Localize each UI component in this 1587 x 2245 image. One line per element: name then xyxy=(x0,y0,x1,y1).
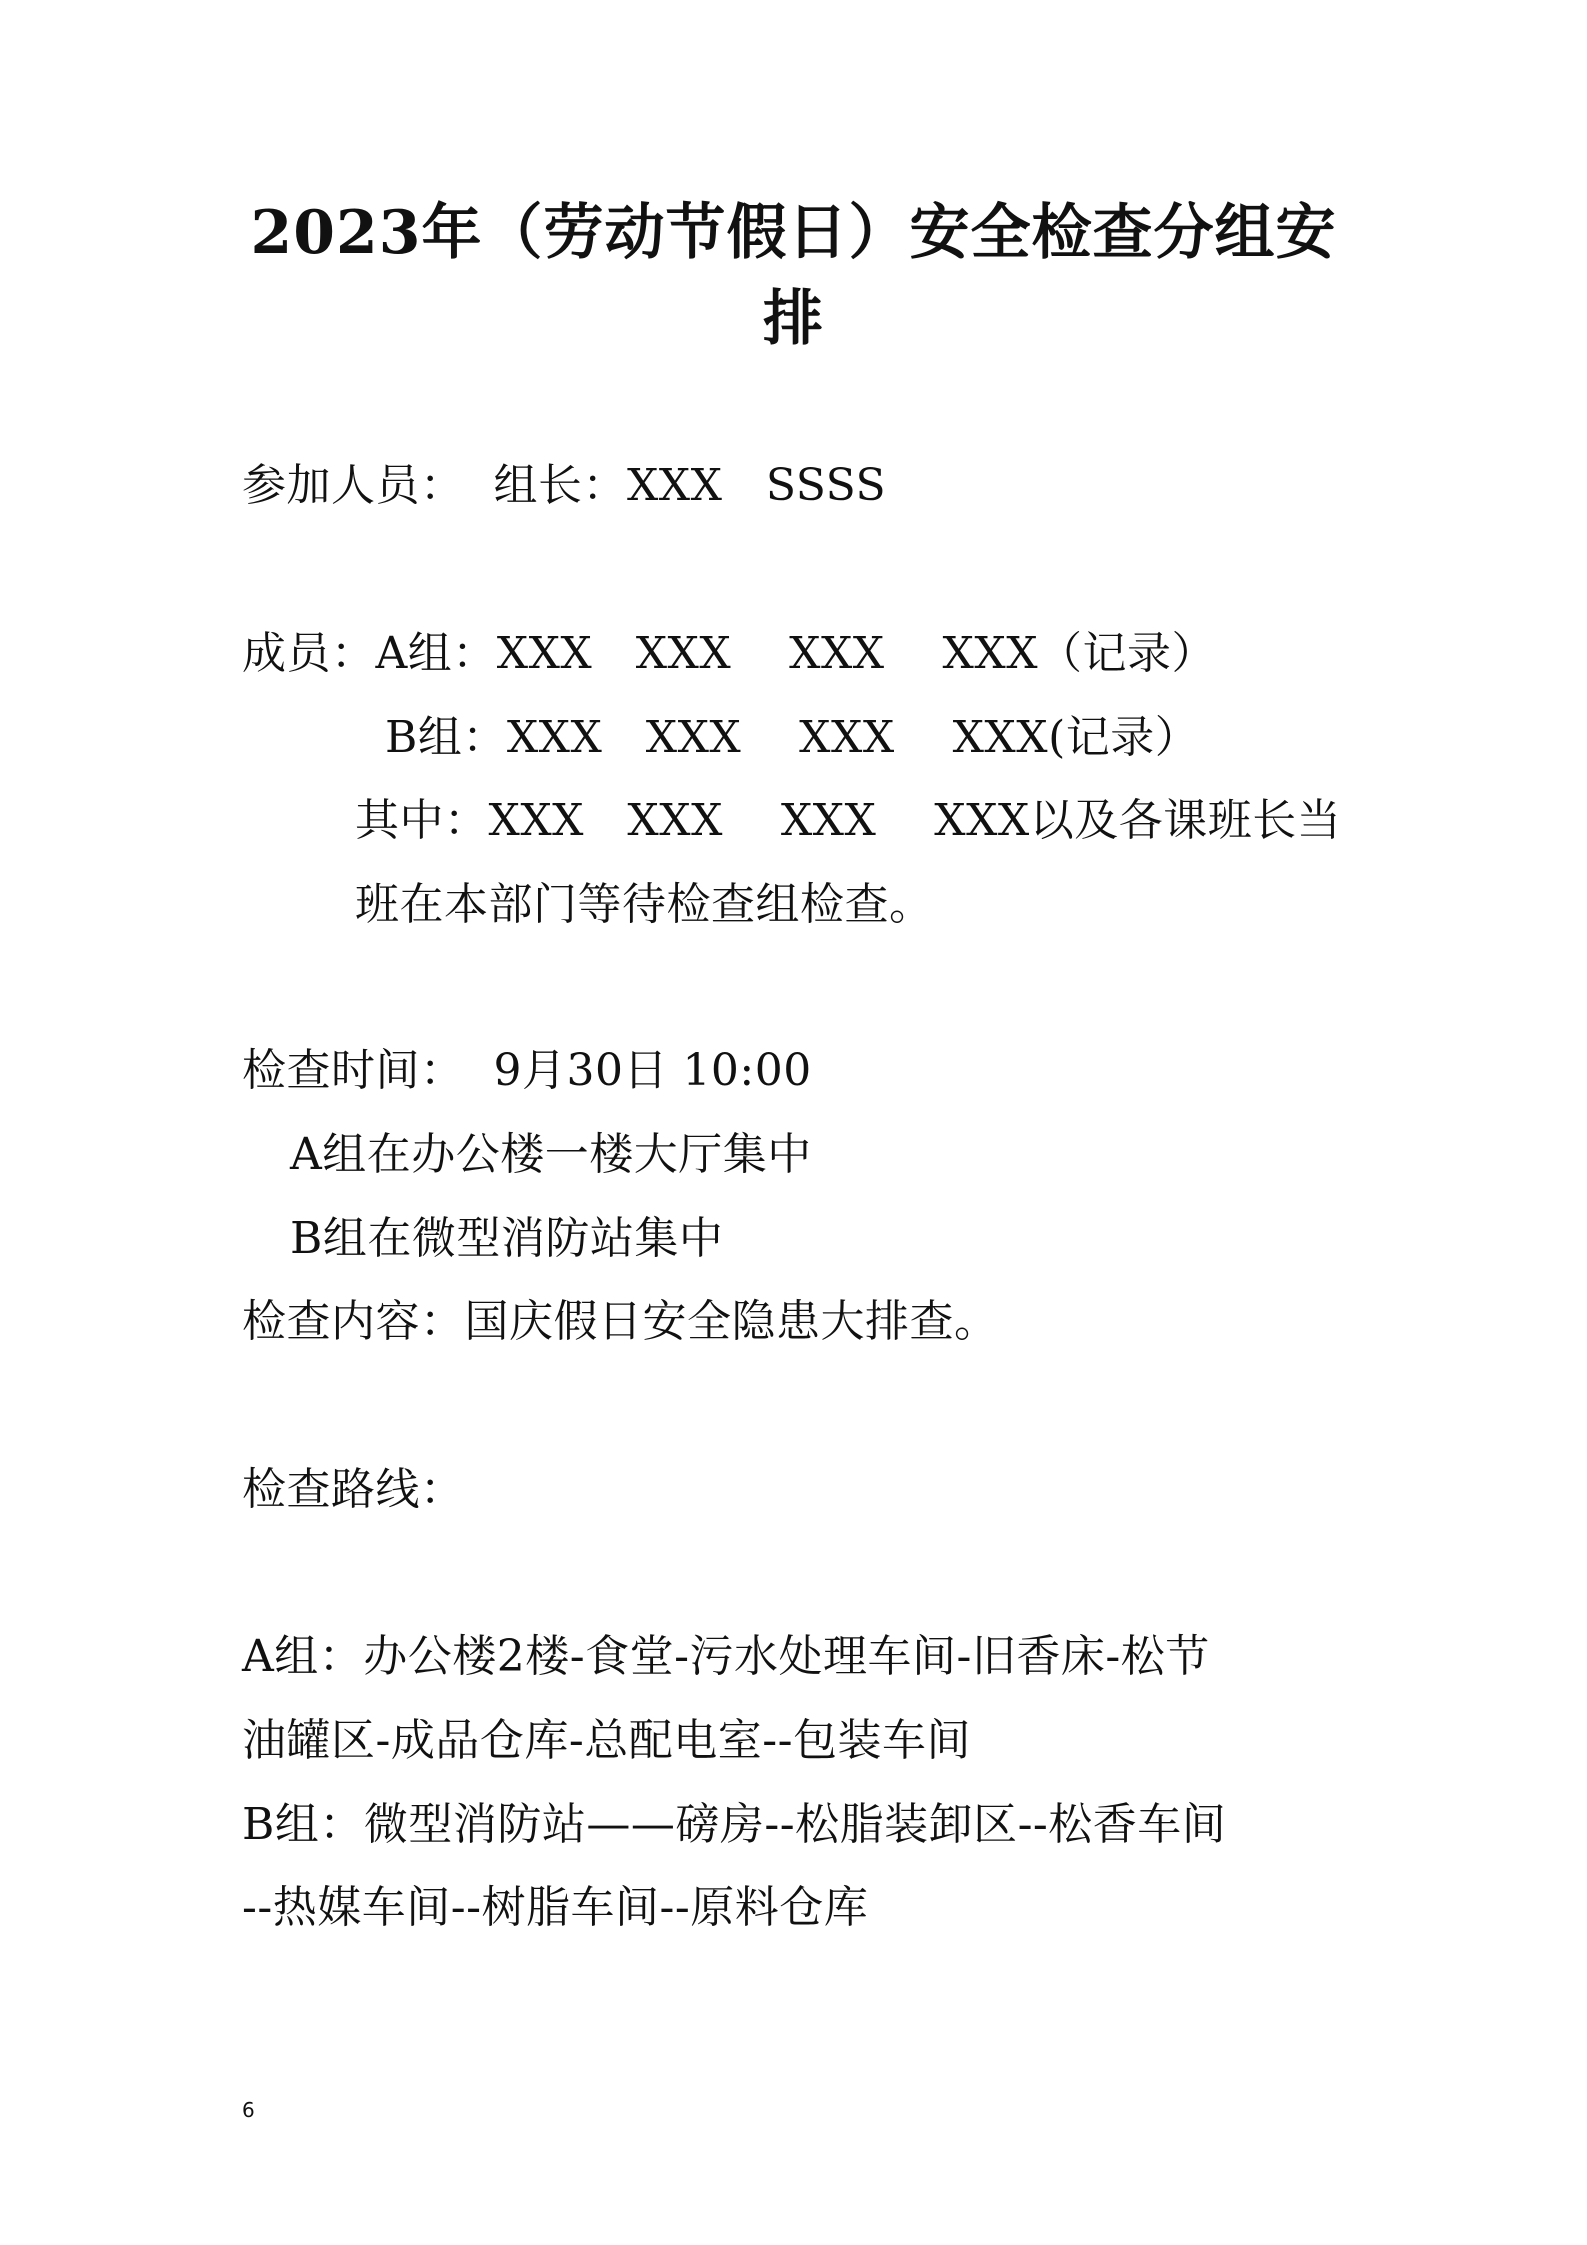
inspection-time: 检查时间： 9月30日 10:00 xyxy=(242,1045,812,1096)
group-b-meeting-point: B组在微型消防站集中 xyxy=(290,1213,724,1264)
route-group-b-line-2: --热媒车间--树脂车间--原料仓库 xyxy=(242,1882,869,1933)
members-group-a: 成员：A组：XXX XXX XXX XXX（记录） xyxy=(242,628,1217,679)
document-title-line-2: 排 xyxy=(763,284,824,354)
participants-line: 参加人员： 组长：XXX SSSS xyxy=(242,460,887,511)
members-group-b: B组：XXX XXX XXX XXX(记录） xyxy=(385,712,1200,763)
members-others-line-1: 其中：XXX XXX XXX XXX以及各课班长当 xyxy=(355,795,1342,846)
route-group-a-line-2: 油罐区-成品仓库-总配电室--包装车间 xyxy=(242,1715,971,1766)
route-group-b-line-1: B组：微型消防站——磅房--松脂装卸区--松香车间 xyxy=(242,1799,1227,1850)
inspection-content: 检查内容：国庆假日安全隐患大排查。 xyxy=(242,1296,999,1347)
route-group-a-line-1: A组：办公楼2楼-食堂-污水处理车间-旧香床-松节 xyxy=(242,1631,1210,1682)
members-others-line-2: 班在本部门等待检查组检查。 xyxy=(355,879,934,930)
page-number: 6 xyxy=(242,2098,255,2122)
route-heading: 检查路线： xyxy=(242,1464,465,1515)
document-title-line-1: 2023年（劳动节假日）安全检查分组安 xyxy=(250,198,1337,268)
group-a-meeting-point: A组在办公楼一楼大厅集中 xyxy=(290,1129,812,1180)
